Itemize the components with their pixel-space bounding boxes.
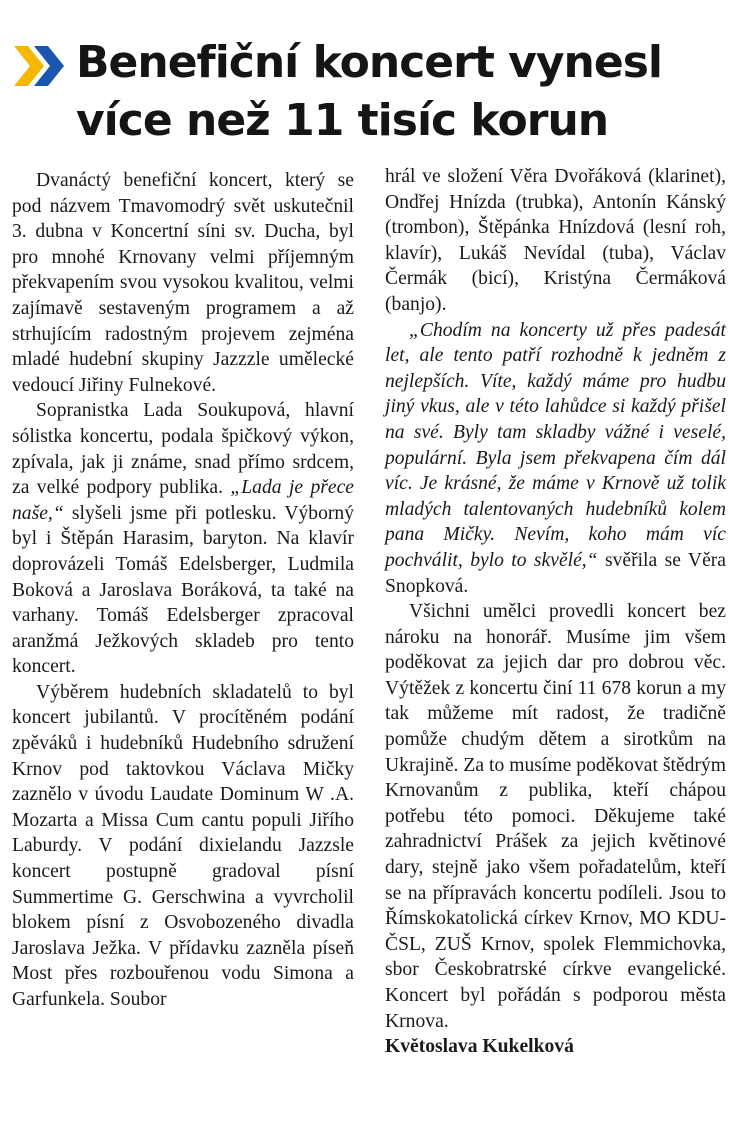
paragraph: Dvanáctý benefiční koncert, který se pod názvem Tmavomodrý svět uskutečnil 3. dubna v Koncertní síni sv. Ducha, byl pro mnohé Krnovany velmi příjemným překvapením svou vysokou kvalitou, velmi zajímavě sestaveným programem a až strhujícím radostným projevem zejména mladé hudební skupiny Jazzzle umělecké vedoucí Jiřiny Fulnekové. — [12, 170, 354, 396]
paragraph: Výběrem hudebních skladatelů to byl koncert jubilantů. V procítěném podání zpěváků i hudebníků Hudebního sdružení Krnov pod taktovkou Václava Mičky zaznělo v úvodu Laudate Dominum W .A. Mozarta a Missa Cum cantu populi Jiřího Laburdy. V podání dixielandu Jazzsle koncert postupně gradoval písní Summertime G. Gerschwina a vyvrcholil blokem písní z Osvobozeného divadla Jaroslava Ježka. V přídavku zazněla píseň Most přes rozbouřenou vodu Simona a Garfunkela. Soubor — [12, 681, 354, 1010]
quote: „Chodím na koncerty už přes padesát let, ale tento patří rozhodně k jedněm z nejlepších. Víte, každý máme pro hudbu jiný vkus, ale v této lahůdce si každý přišel na své. Byly tam skladby vážné i veselé, populární. Byla jsem překvapena čím dál víc. Je krásné, že máme v Krnově už tolik mladých talentovaných hudebníků kolem pana Mičky. Nevím, koho mám víc pochválit, bylo to skvělé,“ — [385, 319, 726, 571]
headline — [76, 34, 736, 150]
headline-line-2: více než 11 tisíc korun — [76, 95, 609, 146]
article-column-right — [385, 164, 726, 1060]
double-chevron-icon — [14, 46, 66, 86]
headline-line-1: Benefiční koncert vynesl — [76, 37, 662, 88]
paragraph-text: svěřila se Věra Snopková. — [385, 549, 726, 597]
quote: „Lada je přece naše,“ — [12, 477, 354, 524]
paragraph: Všichni umělci provedli koncert bez nároku na honorář. Musíme jim všem poděkovat za jejich dar pro dobrou věc. Výtěžek z koncertu činí 11 678 korun a my tak můžeme mít radost, že tradičně pomůže chudým dětem a sirotkům na Ukrajině. Za to musíme poděkovat štědrým Krnovanům z publika, kteří chápou potřebu této pomoci. Děkujeme také zahradnictví Prášek za jejich květinové dary, stejně jako všem pořadatelům, kteří se na přípravách koncertu podíleli. Jsou to Římskokatolická církev Krnov, MO KDU-ČSL, ZUŠ Krnov, spolek Flemmichovka, sbor Českobratrské církve evangelické. Koncert byl pořádán s podporou města Krnova. — [385, 601, 726, 1032]
author-byline: Květoslava Kukelková — [385, 1036, 574, 1058]
paragraph — [385, 318, 726, 600]
paragraph-text: slyšeli jsme při potlesku. Výborný byl i Štěpán Harasim, baryton. Na klavír doprovázeli Tomáš Edelsberger, Ludmila Boková a Jaroslava Boráková, ta také na varhany. Tomáš Edelsberger zpracoval aranžmá Ježkových skladeb pro tento koncert. — [12, 502, 354, 678]
article-column-left — [12, 168, 354, 1013]
paragraph: hrál ve složení Věra Dvořáková (klarinet), Ondřej Hnízda (trubka), Antonín Kánský (trombon), Štěpánka Hnízdová (lesní roh, klavír), Lukáš Nevídal (tuba), Václav Čermák (bicí), Kristýna Čermáková (banjo). — [385, 166, 726, 315]
paragraph-text: Sopranistka Lada Soukupová, hlavní sólistka koncertu, podala špičkový výkon, zpívala, jak ji známe, snad přímo srdcem, za velké podpory publika. — [12, 400, 354, 499]
paragraph — [12, 398, 354, 680]
